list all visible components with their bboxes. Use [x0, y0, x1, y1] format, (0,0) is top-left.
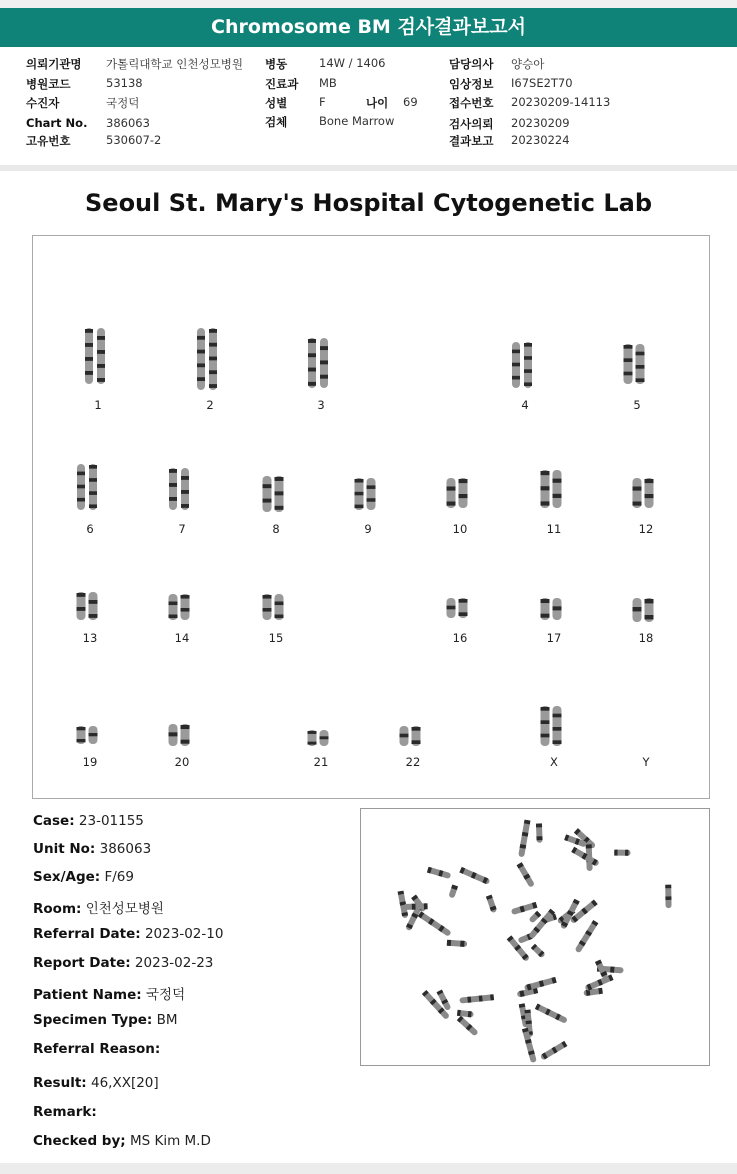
chromosome-label-21: 21	[313, 755, 329, 769]
chromosome-label-10: 10	[452, 522, 468, 536]
metaphase-image	[360, 808, 710, 1066]
referral-date-line: Referral Date: 2023-02-10	[33, 926, 224, 942]
info-label: 검사의뢰	[449, 117, 494, 131]
chromosome-pair-2	[190, 328, 230, 390]
info-label: 병원코드	[26, 77, 71, 91]
info-label: Chart No.	[26, 116, 88, 130]
chromosome-pair-13	[70, 592, 110, 620]
remark-line: Remark:	[33, 1104, 97, 1120]
chromosome-label-3: 3	[317, 398, 325, 412]
lab-title: Seoul St. Mary's Hospital Cytogenetic Lab	[85, 189, 652, 217]
chromosome-pair-x	[534, 706, 574, 746]
chromosome-label-5: 5	[633, 398, 641, 412]
info-label: 의뢰기관명	[26, 57, 82, 71]
metaphase-chromosome	[448, 885, 458, 899]
top-strip	[0, 0, 737, 8]
metaphase-chromosome	[418, 911, 452, 937]
chromosome-label-7: 7	[178, 522, 186, 536]
metaphase-chromosome	[459, 994, 494, 1003]
info-label: 고유번호	[26, 134, 71, 148]
metaphase-chromosome	[486, 895, 497, 914]
metaphase-spread-illustration	[361, 809, 709, 1065]
chromosome-pair-3	[301, 338, 341, 388]
chromosome-pair-12	[626, 478, 666, 508]
metaphase-chromosome	[518, 820, 530, 858]
chromosome-pair-16	[440, 598, 480, 618]
patient-name-line: Patient Name: 국정덕	[33, 987, 186, 1003]
metaphase-chromosome	[531, 944, 546, 959]
metaphase-chromosome	[528, 911, 541, 924]
chromosome-label-22: 22	[405, 755, 421, 769]
info-label: 수진자	[26, 96, 60, 110]
checked-by-line: Checked by; MS Kim M.D	[33, 1133, 211, 1149]
info-value: Bone Marrow	[319, 114, 395, 128]
report-header	[0, 8, 737, 47]
metaphase-chromosome	[571, 847, 600, 867]
info-value: 국정덕	[106, 96, 140, 110]
case-line: Case: 23-01155	[33, 813, 144, 829]
chromosome-pair-7	[162, 468, 202, 510]
chromosome-label-15: 15	[268, 631, 284, 645]
chromosome-label-16: 16	[452, 631, 468, 645]
info-label: 담당의사	[449, 57, 494, 71]
chromosome-label-18: 18	[638, 631, 654, 645]
chromosome-label-11: 11	[546, 522, 562, 536]
report-body	[0, 171, 737, 1163]
info-value: 20230224	[511, 133, 570, 147]
report-title: Chromosome BM 검사결과보고서	[211, 16, 526, 38]
info-label: 결과보고	[449, 134, 494, 148]
info-label: 진료과	[265, 77, 299, 91]
chromosome-label-13: 13	[82, 631, 98, 645]
chromosome-pair-20	[162, 724, 202, 746]
info-value: 69	[403, 95, 418, 109]
metaphase-chromosome	[535, 1004, 568, 1024]
info-value: 20230209	[511, 116, 570, 130]
chromosome-label-17: 17	[546, 631, 562, 645]
info-value: 530607-2	[106, 133, 162, 147]
info-value: 양승아	[511, 57, 545, 71]
metaphase-chromosome	[574, 920, 598, 953]
chromosome-label-14: 14	[174, 631, 190, 645]
karyogram-panel	[32, 235, 710, 799]
chromosome-pair-15	[256, 594, 296, 620]
metaphase-chromosome	[403, 903, 427, 910]
chromosome-pair-9	[348, 478, 388, 510]
metaphase-chromosome	[427, 867, 451, 879]
info-label: 임상정보	[449, 77, 494, 91]
referral-reason-line: Referral Reason:	[33, 1041, 161, 1057]
info-value: 20230209-14113	[511, 95, 611, 109]
info-value: 가톨릭대학교 인천성모병원	[106, 57, 243, 71]
chromosome-pair-14	[162, 594, 202, 620]
metaphase-chromosome	[524, 977, 557, 991]
metaphase-chromosome	[457, 1016, 479, 1037]
info-label: 성별	[265, 96, 288, 110]
chromosome-pair-4	[505, 342, 545, 388]
specimen-line: Specimen Type: BM	[33, 1012, 178, 1028]
metaphase-chromosome	[540, 1041, 568, 1061]
metaphase-chromosome	[665, 885, 671, 908]
info-value: F	[319, 95, 326, 109]
chromosome-label-9: 9	[364, 522, 372, 536]
metaphase-chromosome	[517, 862, 535, 888]
info-value: I67SE2T70	[511, 76, 573, 90]
result-line: Result: 46,XX[20]	[33, 1075, 159, 1091]
chromosome-label-x: X	[550, 755, 558, 769]
chromosome-pair-8	[256, 476, 296, 512]
chromosome-label-19: 19	[82, 755, 98, 769]
bottom-strip	[0, 1163, 737, 1174]
chromosome-pair-6	[70, 464, 110, 510]
chromosome-label-1: 1	[94, 398, 102, 412]
chromosome-pair-11	[534, 470, 574, 508]
chromosome-pair-19	[70, 726, 110, 744]
info-label: 나이	[366, 96, 389, 110]
metaphase-chromosome	[457, 1010, 474, 1018]
chromosome-pair-17	[534, 598, 574, 620]
metaphase-chromosome	[528, 909, 555, 940]
sex-age-line: Sex/Age: F/69	[33, 869, 134, 885]
chromosome-label-y: Y	[642, 755, 650, 769]
chromosome-label-20: 20	[174, 755, 190, 769]
chromosome-pair-22	[393, 726, 433, 746]
metaphase-chromosome	[536, 823, 543, 842]
chromosome-label-12: 12	[638, 522, 654, 536]
unit-line: Unit No: 386063	[33, 841, 152, 857]
info-label: 병동	[265, 57, 288, 71]
chromosome-pair-18	[626, 598, 666, 622]
metaphase-chromosome	[511, 902, 538, 915]
metaphase-chromosome	[447, 940, 468, 947]
info-label: 검체	[265, 115, 288, 129]
chromosome-pair-10	[440, 478, 480, 508]
info-value: MB	[319, 76, 337, 90]
info-value: 53138	[106, 76, 143, 90]
info-value: 386063	[106, 116, 150, 130]
chromosome-pair-1	[78, 328, 118, 384]
room-line: Room: 인천성모병원	[33, 901, 164, 917]
info-label: 접수번호	[449, 96, 494, 110]
chromosome-label-2: 2	[206, 398, 214, 412]
report-date-line: Report Date: 2023-02-23	[33, 955, 214, 971]
chromosome-label-4: 4	[521, 398, 529, 412]
chromosome-pair-21	[301, 730, 341, 746]
chromosome-label-8: 8	[272, 522, 280, 536]
chromosome-pair-5	[617, 344, 657, 384]
info-value: 14W / 1406	[319, 56, 386, 70]
metaphase-chromosome	[614, 850, 630, 856]
patient-info-panel	[0, 47, 737, 166]
chromosome-label-6: 6	[86, 522, 94, 536]
metaphase-chromosome	[459, 867, 490, 885]
